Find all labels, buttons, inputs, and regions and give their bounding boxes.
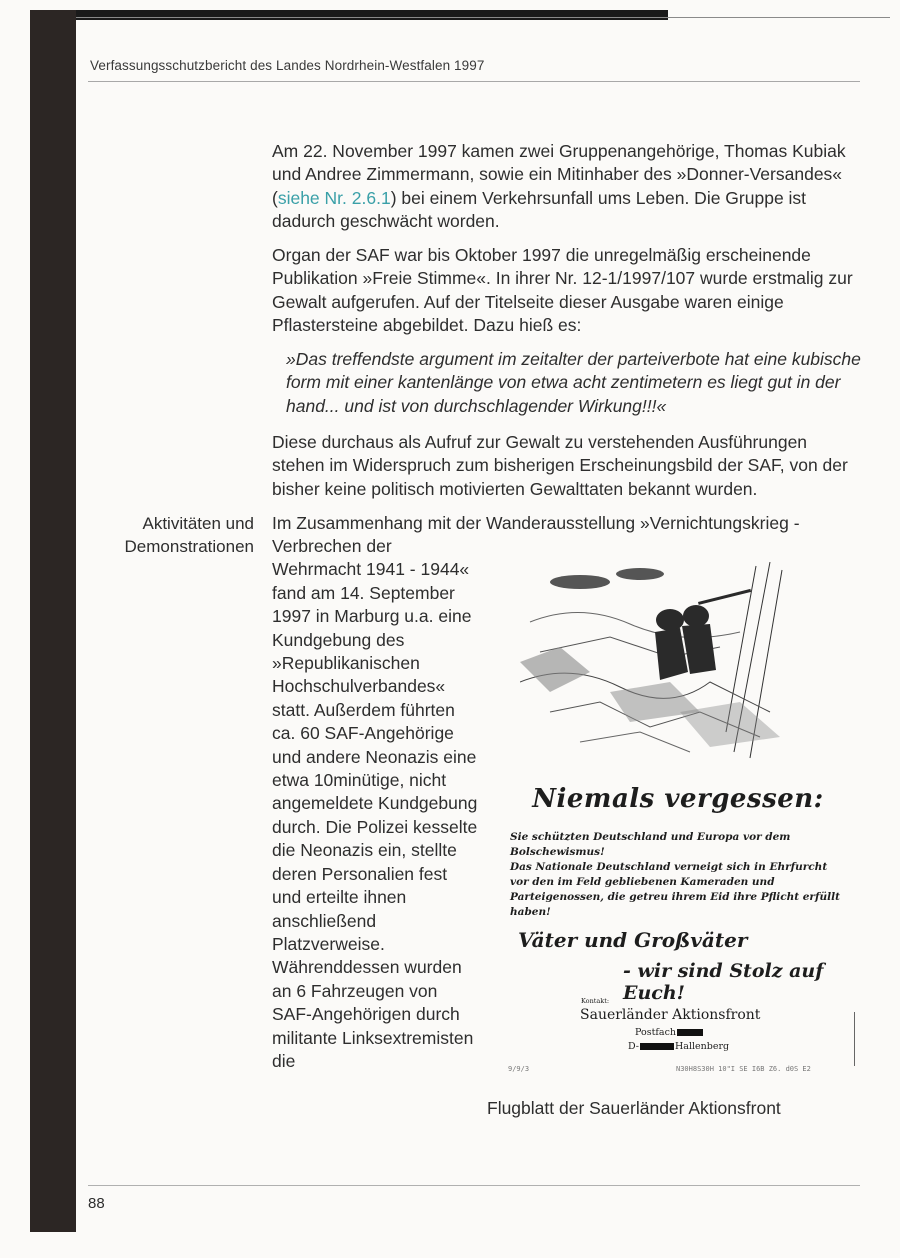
footer-rule (88, 1185, 860, 1186)
top-border-bar (30, 10, 668, 20)
flyer-address (628, 1041, 729, 1052)
left-margin-bar (30, 10, 76, 1232)
flyer-contact-label: Kontakt: (581, 997, 610, 1005)
flyer-edge-line (854, 1012, 855, 1066)
flyer-image (498, 560, 858, 1080)
flyer-ort-prefix: D- (628, 1041, 640, 1052)
flyer-headline: Niemals vergessen: (532, 784, 824, 814)
running-header: Verfassungsschutzbericht des Landes Nordrhein-Westfalen 1997 (90, 58, 485, 73)
flyer-slogan-2: - wir sind Stolz auf Euch! (623, 960, 824, 1004)
cross-reference-link[interactable]: siehe Nr. 2.6.1 (277, 187, 391, 208)
paragraph-3-text: Diese durchaus als Aufruf zur Gewalt zu verstehenden Ausführungen stehen im Widerspruch zum bisherigen Erscheinungsbild der SAF, von der bisher keine politisch motivierten Gewalttaten bekannt wurden. (272, 432, 848, 499)
flyer-line-1: Sie schützten Deutschland und Europa vor dem Bolschewismus! (510, 831, 791, 858)
flyer-line-2: Das Nationale Deutschland verneigt sich in Ehrfurcht vor den im Feld gebliebenen Kameraden und Parteigenossen, die getreu ihrem Eid ihre Pflicht erfüllt haben! (510, 861, 840, 918)
header-rule (88, 81, 860, 82)
paragraph-1-text-b: ) bei einem Verkehrsunfall ums Leben. Die Gruppe ist dadurch geschwächt worden. (272, 187, 807, 232)
flyer-slogan-1: Väter und Großväter (518, 928, 748, 952)
figure-caption: Flugblatt der Sauerländer Aktionsfront (487, 1098, 781, 1118)
paragraph-1-text-a: Am 22. November 1997 kamen zwei Gruppenangehörige, Thomas Kubiak und Andree Zimmermann, sowie ein Mitinhaber des »Donner-Versandes« ( (272, 141, 846, 208)
quotation (286, 348, 864, 418)
paragraph-4-text: Verbrechen der Wehrmacht 1941 - 1944« fand am 14. September 1997 in Marburg u.a. eine Kundgebung des »Republikanischen Hochschulverbandes« statt. Außerdem führten ca. 60 SAF-Angehörige und andere Neonazis eine etwa 10minütige, nicht angemeldete Kundgebung durch. Die Polizei kesselte die Neonazis ein, stellte deren Personalien fest und erteilte ihnen anschließend Platzverweise. Währenddessen wurden an 6 Fahrzeugen von SAF-Angehörigen durch militante Linksextremisten die (272, 536, 478, 1071)
paragraph-2 (272, 244, 864, 338)
flyer-postfach (635, 1027, 704, 1038)
paragraph-4-first-line: Im Zusammenhang mit der Wanderausstellung »Vernichtungskrieg - (272, 513, 800, 533)
redaction-bar (640, 1043, 674, 1050)
flyer-ort-name: Hallenberg (675, 1041, 730, 1052)
quotation-text: »Das treffendste argument im zeitalter der parteiverbote hat eine kubische form mit einer kantenlänge von etwa acht zentimetern es liegt gut in der hand... und ist von durchschlagender Wirkung!!!« (286, 349, 861, 416)
margin-note-line-1: Aktivitäten und (142, 514, 254, 533)
flyer-print-code-left: 9/9/3 (508, 1065, 530, 1073)
margin-note-line-2: Demonstrationen (124, 537, 254, 557)
paragraph-2-text: Organ der SAF war bis Oktober 1997 die unregelmäßig erscheinende Publikation »Freie Stimme«. In ihrer Nr. 12-1/1997/107 wurde erstmalig zur Gewalt aufgerufen. Auf der Titelseite dieser Ausgabe waren einige Pflastersteine abgebildet. Dazu hieß es: (272, 245, 853, 336)
page-number: 88 (88, 1195, 105, 1212)
top-border-line (30, 17, 890, 18)
soldiers-illustration (520, 562, 804, 764)
redaction-bar (677, 1029, 703, 1036)
flyer-org-name: Sauerländer Aktionsfront (580, 1007, 761, 1023)
paragraph-4-column (272, 535, 480, 1073)
flyer-postfach-label: Postfach (635, 1027, 677, 1038)
paragraph-1 (272, 140, 864, 234)
flyer-print-code-right: N30H8S30H 10"I SE I6B Z6. d0S E2 (676, 1065, 811, 1073)
margin-note (88, 512, 254, 559)
paragraph-3 (272, 431, 864, 501)
